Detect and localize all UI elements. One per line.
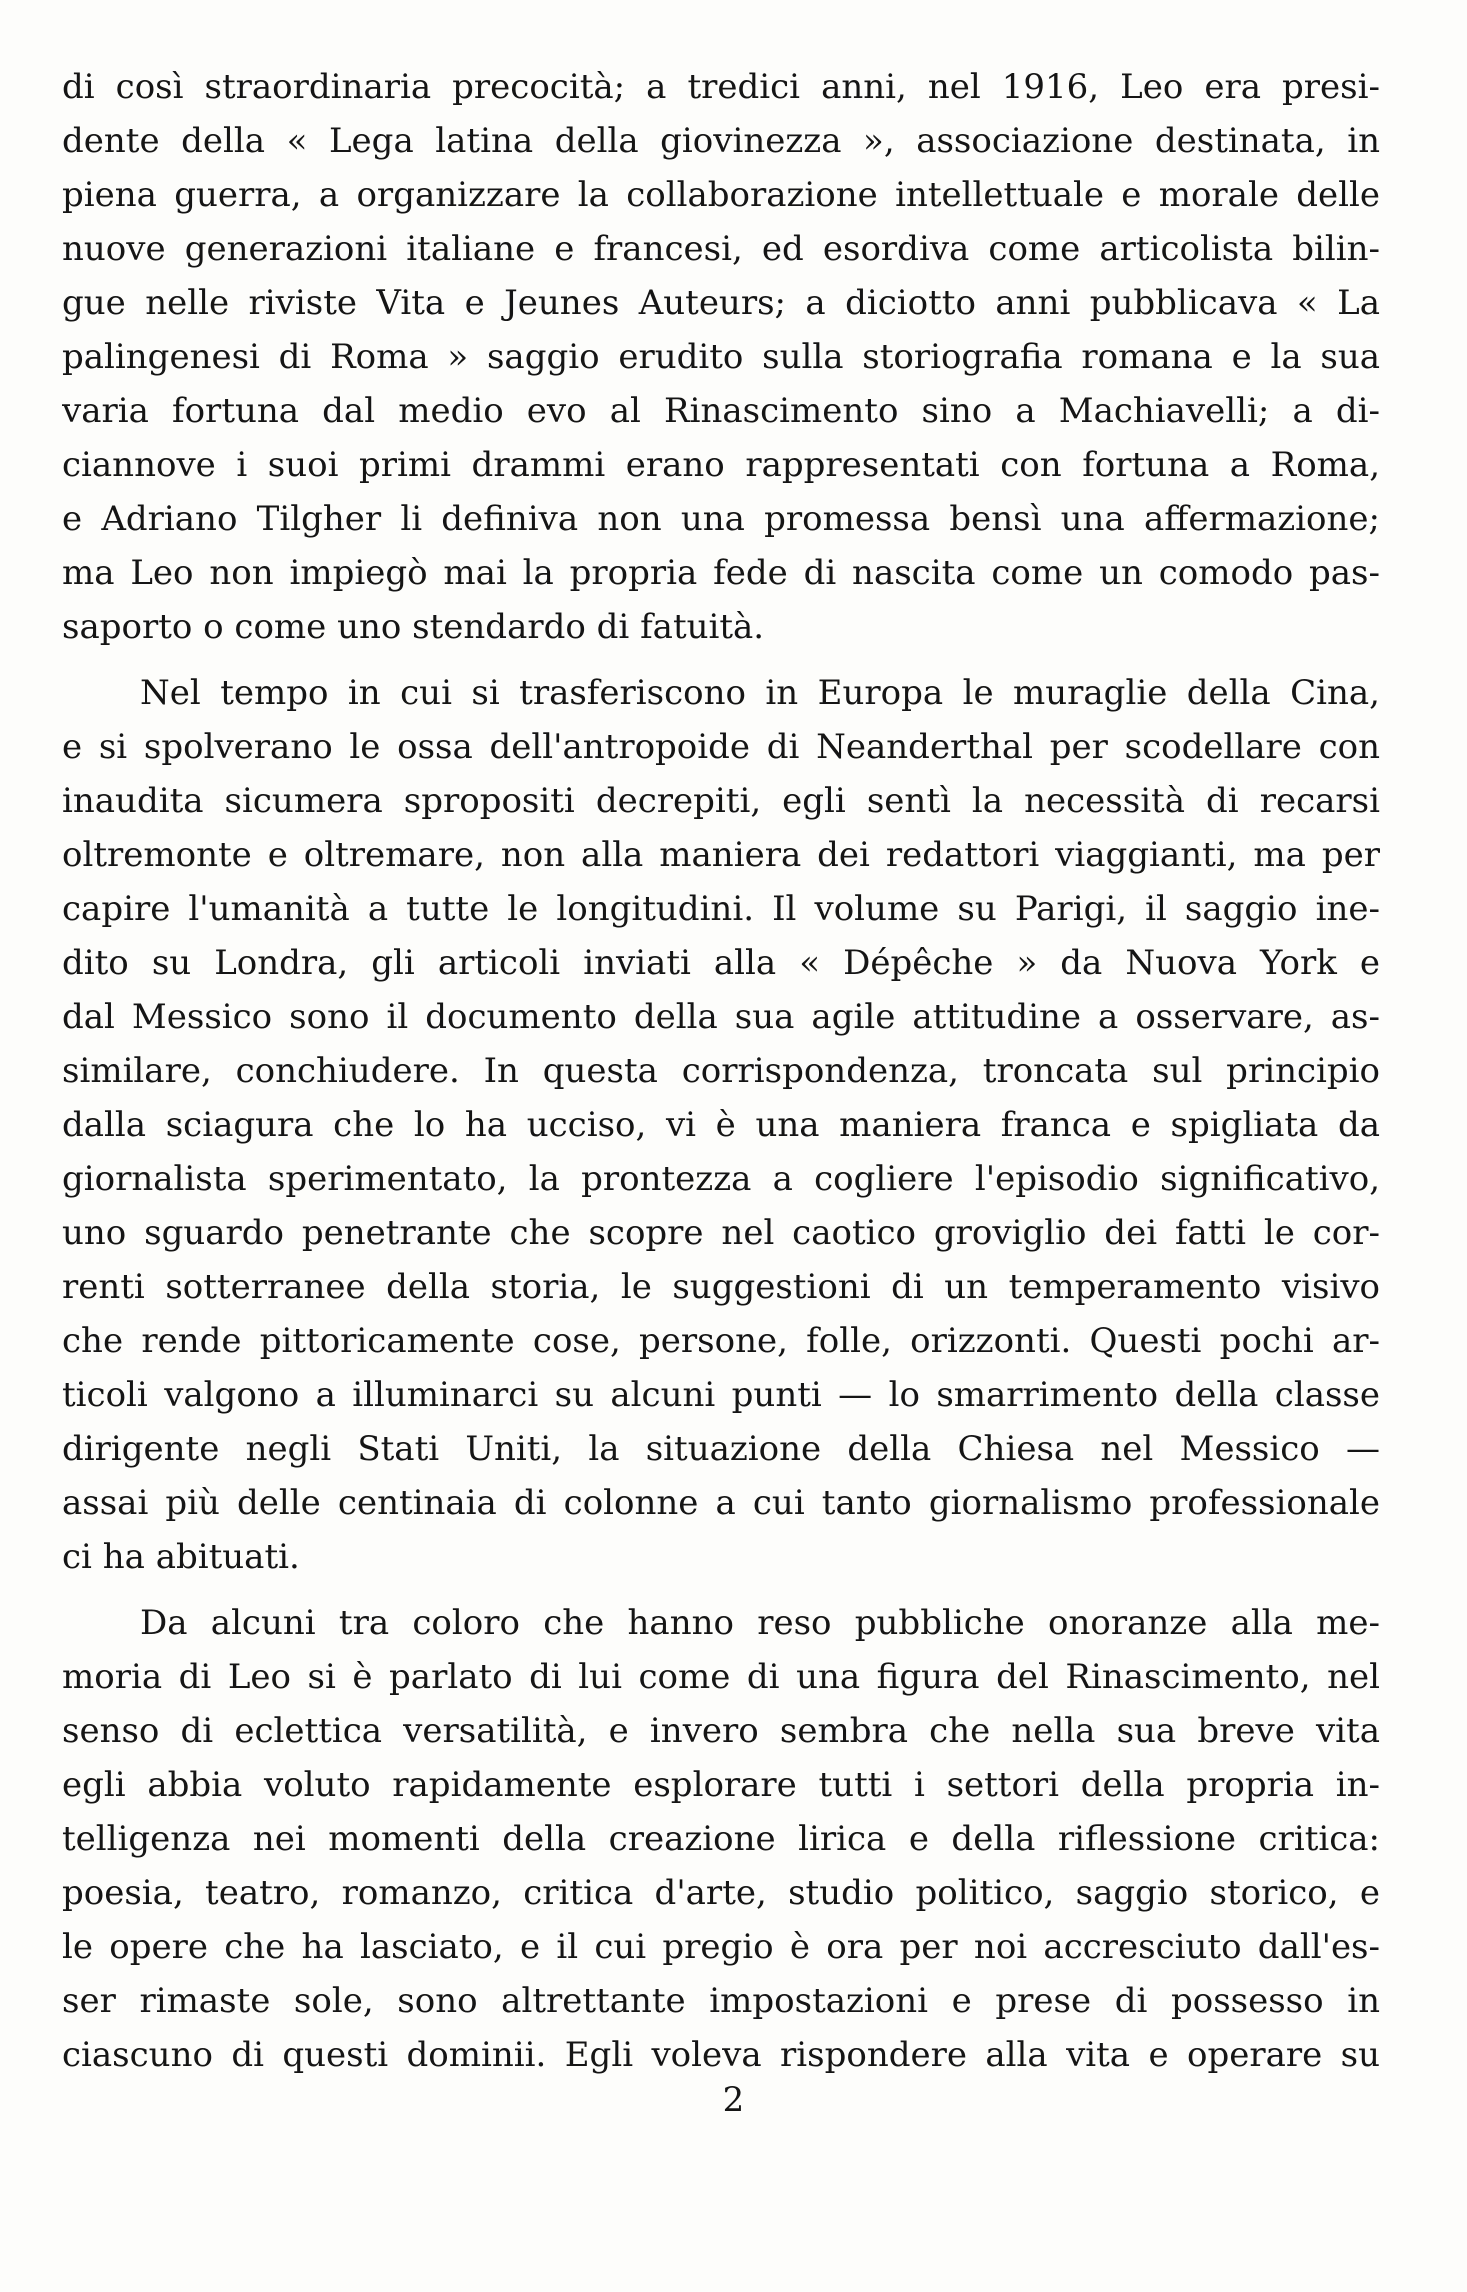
- paragraph-gap: [62, 654, 1380, 666]
- text-line: giornalista sperimentato, la prontezza a cogliere l'episodio significativo,: [62, 1159, 1380, 1199]
- text-line: palingenesi di Roma » saggio erudito sulla storiografia romana e la sua: [62, 337, 1380, 377]
- text-line: dal Messico sono il documento della sua agile attitudine a osservare, as-: [62, 997, 1380, 1037]
- text-line: ticoli valgono a illuminarci su alcuni punti — lo smarrimento della classe: [62, 1375, 1380, 1415]
- text-line: oltremonte e oltremare, non alla maniera dei redattori viaggianti, ma per: [62, 835, 1380, 875]
- text-line: Da alcuni tra coloro che hanno reso pubbliche onoranze alla me-: [140, 1603, 1380, 1643]
- text-line: egli abbia voluto rapidamente esplorare tutti i settori della propria in-: [62, 1765, 1380, 1805]
- text-line: Nel tempo in cui si trasferiscono in Europa le muraglie della Cina,: [140, 673, 1380, 713]
- text-line: similare, conchiudere. In questa corrispondenza, troncata sul principio: [62, 1051, 1380, 1091]
- page-number: 2: [722, 2080, 745, 2120]
- text-line: moria di Leo si è parlato di lui come di una figura del Rinascimento, nel: [62, 1657, 1380, 1697]
- text-line: ser rimaste sole, sono altrettante impostazioni e prese di possesso in: [62, 1981, 1380, 2021]
- text-line: le opere che ha lasciato, e il cui pregio è ora per noi accresciuto dall'es-: [62, 1927, 1380, 1967]
- body-text: [62, 60, 1380, 2082]
- text-line: ma Leo non impiegò mai la propria fede di nascita come un comodo pas-: [62, 553, 1380, 593]
- text-line: nuove generazioni italiane e francesi, ed esordiva come articolista bilin-: [62, 229, 1380, 269]
- text-line: dente della « Lega latina della giovinezza », associazione destinata, in: [62, 121, 1380, 161]
- text-line: gue nelle riviste Vita e Jeunes Auteurs; a diciotto anni pubblicava « La: [62, 283, 1380, 323]
- text-line: che rende pittoricamente cose, persone, folle, orizzonti. Questi pochi ar-: [62, 1321, 1380, 1361]
- text-line: renti sotterranee della storia, le suggestioni di un temperamento visivo: [62, 1267, 1380, 1307]
- text-line: capire l'umanità a tutte le longitudini. Il volume su Parigi, il saggio ine-: [62, 889, 1380, 929]
- paragraph-gap: [62, 1584, 1380, 1596]
- text-line: poesia, teatro, romanzo, critica d'arte, studio politico, saggio storico, e: [62, 1873, 1380, 1913]
- text-line: ci ha abituati.: [62, 1537, 300, 1577]
- paragraph-1: [62, 60, 1380, 654]
- text-line: uno sguardo penetrante che scopre nel caotico groviglio dei fatti le cor-: [62, 1213, 1380, 1253]
- text-line: e si spolverano le ossa dell'antropoide di Neanderthal per scodellare con: [62, 727, 1380, 767]
- text-line: ciannove i suoi primi drammi erano rappresentati con fortuna a Roma,: [62, 445, 1380, 485]
- text-line: dirigente negli Stati Uniti, la situazione della Chiesa nel Messico —: [62, 1429, 1380, 1469]
- text-line: senso di eclettica versatilità, e invero sembra che nella sua breve vita: [62, 1711, 1380, 1751]
- text-line: telligenza nei momenti della creazione lirica e della riflessione critica:: [62, 1819, 1380, 1859]
- text-line: dalla sciagura che lo ha ucciso, vi è una maniera franca e spigliata da: [62, 1105, 1380, 1145]
- paragraph-3: [62, 1596, 1380, 2082]
- paragraph-2: [62, 666, 1380, 1584]
- text-line: e Adriano Tilgher li definiva non una promessa bensì una affermazione;: [62, 499, 1380, 539]
- text-line: inaudita sicumera spropositi decrepiti, egli sentì la necessità di recarsi: [62, 781, 1380, 821]
- text-line: assai più delle centinaia di colonne a cui tanto giornalismo professionale: [62, 1483, 1380, 1523]
- text-line: dito su Londra, gli articoli inviati alla « Dépêche » da Nuova York e: [62, 943, 1380, 983]
- text-line: piena guerra, a organizzare la collaborazione intellettuale e morale delle: [62, 175, 1380, 215]
- text-line: saporto o come uno stendardo di fatuità.: [62, 607, 765, 647]
- text-line: varia fortuna dal medio evo al Rinascimento sino a Machiavelli; a di-: [62, 391, 1380, 431]
- text-line: ciascuno di questi dominii. Egli voleva rispondere alla vita e operare su: [62, 2035, 1380, 2075]
- text-line: di così straordinaria precocità; a tredici anni, nel 1916, Leo era presi-: [62, 67, 1380, 107]
